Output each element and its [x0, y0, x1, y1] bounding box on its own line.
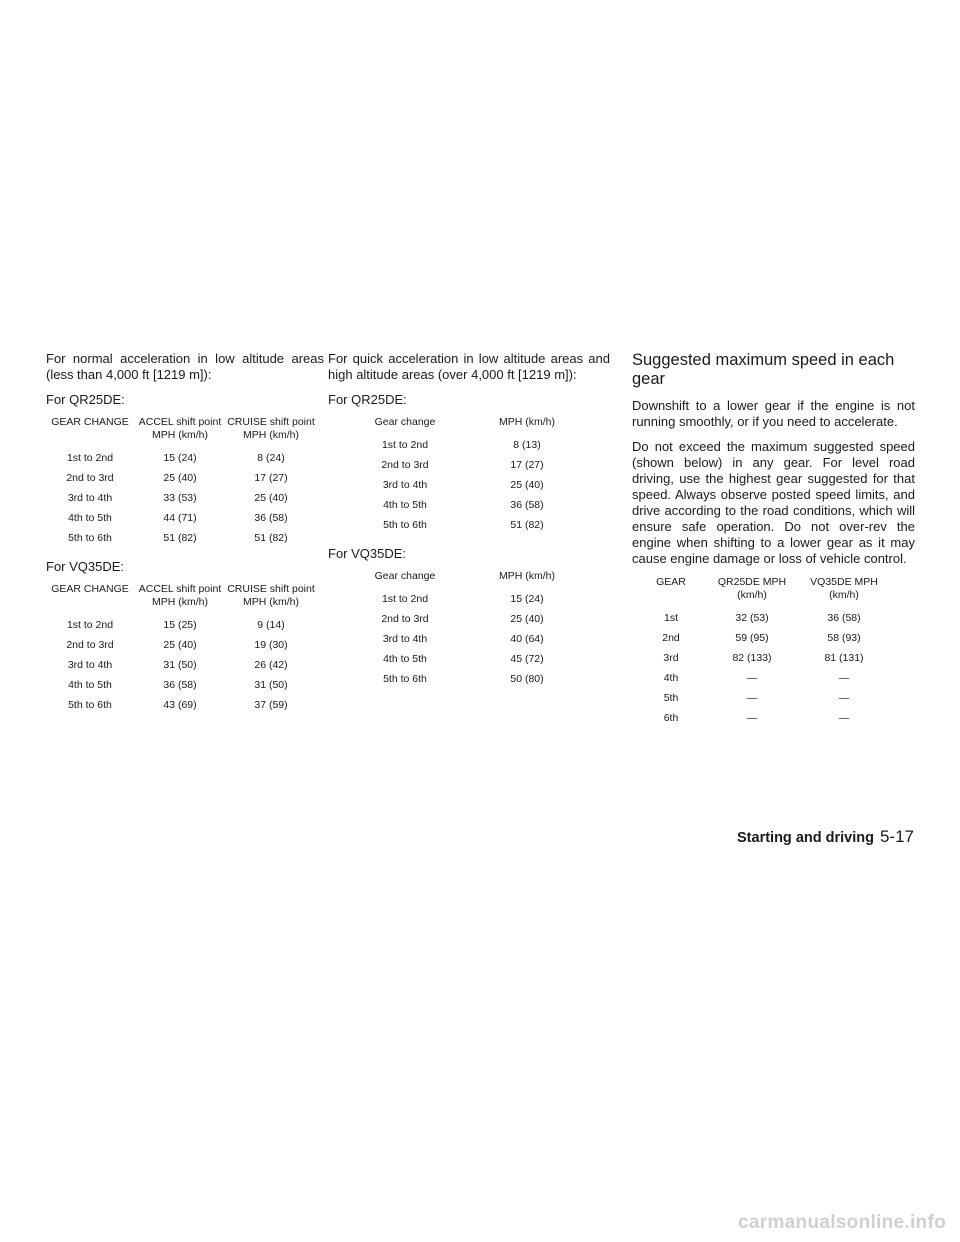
table-cell: 36 (58) [254, 512, 288, 524]
table-header: MPH (km/h) [499, 570, 555, 582]
table-cell: 2nd to 3rd [381, 613, 429, 625]
qr25de-quick-shift-table [350, 416, 594, 536]
table-row [46, 469, 316, 489]
table-row [46, 449, 316, 469]
table-cell: — [838, 692, 850, 704]
table-cell: 19 (30) [254, 639, 288, 651]
table-row [46, 529, 316, 549]
table-cell: — [746, 672, 758, 684]
table-cell: 2nd to 3rd [66, 639, 114, 651]
table-cell: 45 (72) [510, 653, 544, 665]
table-cell: 26 (42) [254, 659, 288, 671]
vq35de-label: For VQ35DE: [46, 559, 125, 574]
table-cell: 2nd to 3rd [381, 459, 429, 471]
table-header: ACCEL shift point MPH (km/h) [138, 416, 222, 441]
table-row [636, 689, 890, 709]
table-cell: 51 (82) [254, 532, 288, 544]
table-cell: 50 (80) [510, 673, 544, 685]
page-number: 5-17 [879, 827, 914, 846]
table-cell: 15 (24) [163, 452, 197, 464]
table-header: Gear change [374, 570, 436, 582]
table-header: Gear change [374, 416, 436, 428]
section-heading: Suggested maximum speed in each gear [632, 351, 895, 388]
table-header-row [46, 416, 316, 449]
table-cell: 36 (58) [510, 499, 544, 511]
table-cell: 4th [663, 672, 679, 684]
table-header: QR25DE MPH (km/h) [717, 576, 787, 601]
table-cell: 8 (24) [257, 452, 285, 464]
table-row [46, 616, 316, 636]
column-right [632, 351, 915, 739]
table-header-row [350, 570, 594, 590]
table-header: CRUISE shift point MPH (km/h) [227, 583, 315, 608]
table-cell: — [838, 712, 850, 724]
quick-acceleration-intro: For quick acceleration in low altitude areas and high altitude areas (over 4,000 ft [1219 m]): [328, 351, 610, 382]
table-cell: 25 (40) [163, 639, 197, 651]
table-row [350, 476, 594, 496]
table-cell: 3rd to 4th [382, 479, 428, 491]
table-cell: 51 (82) [163, 532, 197, 544]
table-cell: 17 (27) [254, 472, 288, 484]
table-header-row [350, 416, 594, 436]
table-header: GEAR CHANGE [51, 583, 129, 595]
table-cell: 31 (50) [163, 659, 197, 671]
max-speed-table [636, 576, 890, 729]
table-cell: 32 (53) [735, 612, 769, 624]
table-row [350, 496, 594, 516]
table-cell: 4th to 5th [68, 679, 112, 691]
table-header-row [636, 576, 890, 609]
table-cell: 5th to 6th [383, 519, 427, 531]
table-cell: 4th to 5th [68, 512, 112, 524]
table-cell: 1st to 2nd [381, 439, 429, 451]
table-row [46, 676, 316, 696]
qr25de-shift-table [46, 416, 316, 549]
vq35de-quick-shift-table [350, 570, 594, 690]
table-cell: 1st to 2nd [381, 593, 429, 605]
column-left [46, 351, 324, 726]
max-speed-paragraph: Do not exceed the maximum suggested speed (shown below) in any gear. For level road driving, use the highest gear suggested for that speed. Always observe posted speed limits, and drive according to the road conditions, which will ensure safe operation. Do not over-rev the engine when shifting to a lower gear as it may cause engine damage or loss of vehicle control. [632, 439, 915, 566]
table-row [46, 656, 316, 676]
table-cell: 9 (14) [257, 619, 285, 631]
table-cell: 17 (27) [510, 459, 544, 471]
table-cell: 6th [663, 712, 679, 724]
table-cell: 44 (71) [163, 512, 197, 524]
section-title: Starting and driving [737, 830, 874, 846]
table-cell: 4th to 5th [383, 653, 427, 665]
table-row [350, 650, 594, 670]
downshift-paragraph: Downshift to a lower gear if the engine is not running smoothly, or if you need to accelerate. [632, 398, 915, 429]
qr25de-label: For QR25DE: [328, 392, 407, 407]
column-middle [328, 351, 610, 700]
table-cell: 40 (64) [510, 633, 544, 645]
table-cell: 59 (95) [735, 632, 769, 644]
table-row [46, 509, 316, 529]
table-row [46, 696, 316, 716]
table-cell: 51 (82) [510, 519, 544, 531]
table-cell: 2nd [662, 632, 680, 644]
table-row [350, 590, 594, 610]
table-row [636, 709, 890, 729]
table-cell: 82 (133) [732, 652, 772, 664]
table-header: CRUISE shift point MPH (km/h) [227, 416, 315, 441]
normal-acceleration-intro: For normal acceleration in low altitude areas (less than 4,000 ft [1219 m]): [46, 351, 324, 382]
table-cell: 25 (40) [163, 472, 197, 484]
vq35de-label: For VQ35DE: [328, 546, 407, 561]
table-row [350, 456, 594, 476]
table-cell: — [746, 692, 758, 704]
table-cell: 15 (25) [163, 619, 197, 631]
table-cell: 58 (93) [827, 632, 861, 644]
table-row [636, 649, 890, 669]
table-cell: 37 (59) [254, 699, 288, 711]
table-cell: 1st [663, 612, 678, 624]
table-cell: 3rd to 4th [67, 492, 113, 504]
table-row [350, 610, 594, 630]
table-header: MPH (km/h) [499, 416, 555, 428]
table-cell: 25 (40) [510, 613, 544, 625]
table-cell: 5th to 6th [383, 673, 427, 685]
watermark: carmanualsonline.info [738, 1212, 946, 1233]
table-header: ACCEL shift point MPH (km/h) [138, 583, 222, 608]
table-cell: — [838, 672, 850, 684]
table-header: VQ35DE MPH (km/h) [810, 576, 878, 601]
table-header: GEAR [656, 576, 686, 588]
table-row [46, 636, 316, 656]
table-cell: 15 (24) [510, 593, 544, 605]
table-cell: 8 (13) [513, 439, 541, 451]
qr25de-label: For QR25DE: [46, 392, 125, 407]
table-cell: 43 (69) [163, 699, 197, 711]
table-cell: 25 (40) [510, 479, 544, 491]
table-cell: — [746, 712, 758, 724]
vq35de-shift-table [46, 583, 316, 716]
table-row [636, 669, 890, 689]
table-cell: 1st to 2nd [66, 452, 114, 464]
table-row [636, 629, 890, 649]
table-row [350, 436, 594, 456]
table-cell: 3rd to 4th [382, 633, 428, 645]
table-header: GEAR CHANGE [51, 416, 129, 428]
table-cell: 5th to 6th [68, 699, 112, 711]
table-cell: 3rd to 4th [67, 659, 113, 671]
table-row [46, 489, 316, 509]
table-cell: 5th [663, 692, 679, 704]
table-cell: 1st to 2nd [66, 619, 114, 631]
table-cell: 4th to 5th [383, 499, 427, 511]
table-cell: 3rd [663, 652, 679, 664]
table-row [350, 630, 594, 650]
table-cell: 2nd to 3rd [66, 472, 114, 484]
table-cell: 25 (40) [254, 492, 288, 504]
table-header-row [46, 583, 316, 616]
page-footer [737, 827, 914, 847]
table-cell: 36 (58) [163, 679, 197, 691]
table-cell: 5th to 6th [68, 532, 112, 544]
table-cell: 81 (131) [824, 652, 864, 664]
table-row [636, 609, 890, 629]
table-cell: 33 (53) [163, 492, 197, 504]
table-row [350, 670, 594, 690]
table-cell: 36 (58) [827, 612, 861, 624]
table-cell: 31 (50) [254, 679, 288, 691]
table-row [350, 516, 594, 536]
